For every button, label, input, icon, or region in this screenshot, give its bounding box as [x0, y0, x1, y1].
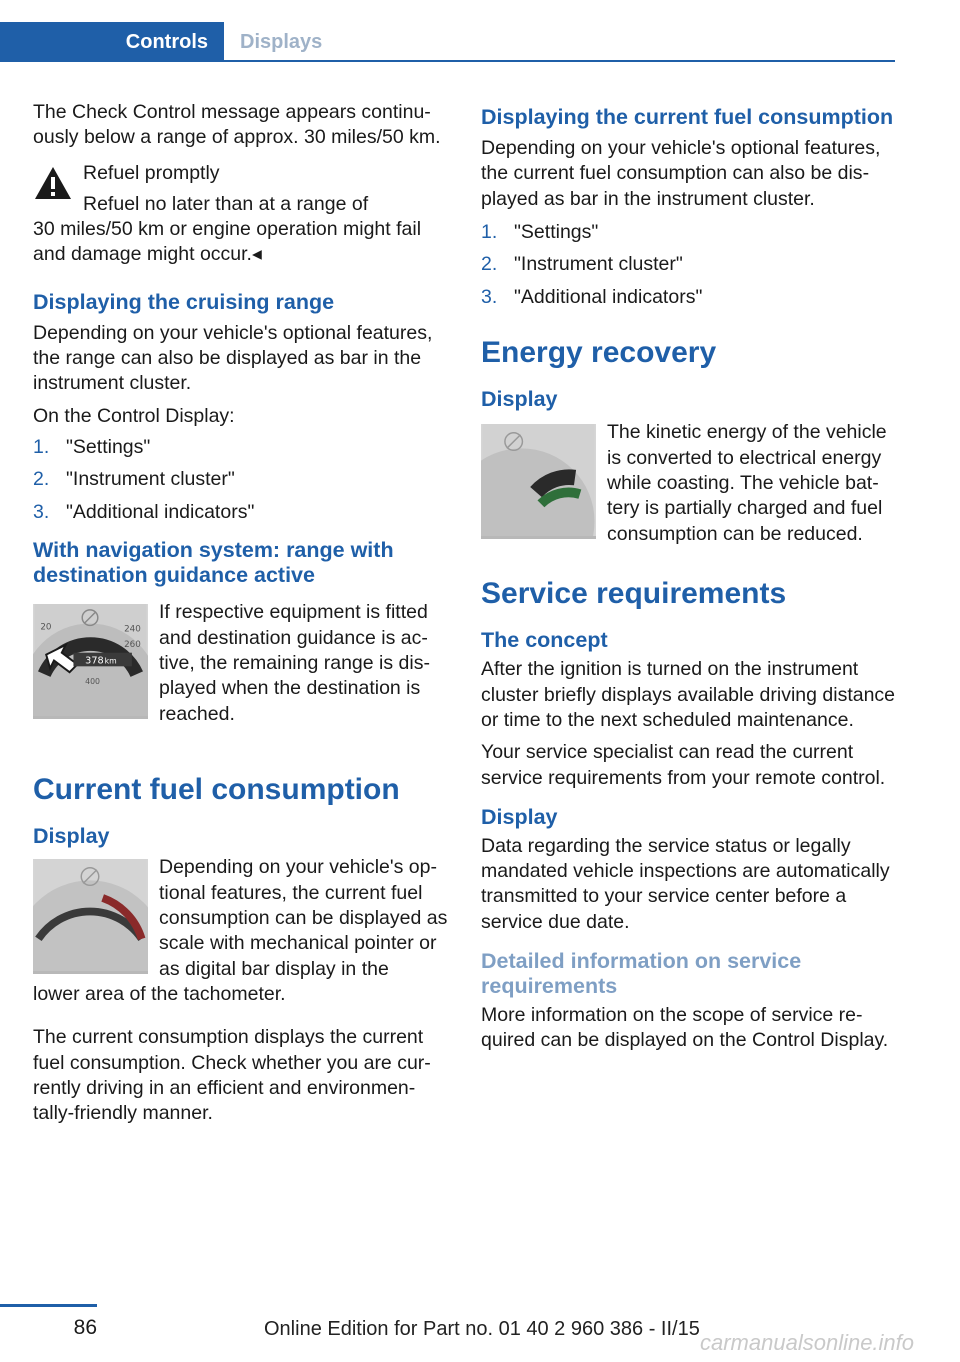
watermark: carmanualsonline.info — [700, 1330, 915, 1355]
navigation-body: If respective equipment is fitted and destination guidance is active, the remaining range is displayed when the destination is reached. — [159, 601, 430, 725]
list-item: 1. "Settings" — [481, 220, 599, 243]
cruising-steps — [33, 431, 448, 529]
heading-current-fuel-consumption: Current fuel consumption — [33, 773, 400, 807]
list-item: 2. "Instrument cluster" — [481, 253, 683, 276]
gauge-image — [33, 604, 148, 716]
fuel-gauge-figure — [33, 859, 148, 974]
footer-rule — [0, 1304, 97, 1307]
fuel-body-continuation: lower area of the tachometer. — [33, 982, 286, 1005]
list-item: 3. "Additional indicators" — [33, 500, 255, 523]
cruising-body: Depending on your vehicle's optional features, the range can also be displayed as bar in the instrument cluster. — [33, 321, 433, 395]
range-gauge-figure — [33, 604, 148, 719]
warning-title: Refuel promptly — [83, 161, 220, 184]
warning-continuation: 30 miles/50 km or engine operation might fail and damage might occur.◂ — [33, 218, 422, 266]
warning-triangle-icon — [33, 165, 73, 201]
heading-current-consumption-display: Displaying the current fuel consumption — [481, 105, 894, 129]
heading-service-display: Display — [481, 804, 558, 829]
heading-service-requirements: Service requirements — [481, 577, 787, 611]
svg-text:400: 400 — [85, 677, 101, 687]
warning-block — [33, 161, 448, 268]
fuel-figure-row — [33, 855, 448, 981]
energy-gauge-figure — [481, 424, 596, 539]
tab-controls[interactable]: Controls — [0, 22, 224, 62]
heading-energy-recovery: Energy recovery — [481, 336, 717, 370]
list-item: 3. "Additional indicators" — [481, 285, 703, 308]
svg-text:260: 260 — [124, 640, 141, 651]
tab-displays[interactable]: Displays — [240, 30, 323, 53]
heading-fuel-display: Display — [33, 824, 110, 849]
svg-text:km: km — [104, 656, 117, 666]
heading-cruising-range: Displaying the cruising range — [33, 289, 335, 314]
intro-paragraph: The Check Control message appears continuously below a range of approx. 30 miles/50 km. — [33, 101, 441, 149]
detail-body: More information on the scope of service required can be displayed on the Control Display. — [481, 1004, 889, 1052]
page-header — [0, 0, 895, 62]
control-display-label: On the Control Display: — [33, 404, 235, 427]
list-item: 2. "Instrument cluster" — [33, 468, 235, 491]
navigation-figure-row — [33, 600, 448, 750]
heading-the-concept: The concept — [481, 628, 608, 653]
svg-text:20: 20 — [40, 622, 52, 633]
heading-navigation-range: With navigation system: range with destination guidance active — [33, 538, 394, 588]
right-column — [481, 105, 896, 1061]
concept-body-1: After the ignition is turned on the instrument cluster briefly displays available driving distance or time to the next scheduled maintenance. — [481, 658, 896, 731]
energy-figure-row — [481, 420, 896, 570]
energy-body: The kinetic energy of the vehicle is converted to electrical energy while coasting. The vehicle battery is partially charged and fuel consumption can be reduced. — [607, 421, 887, 545]
fuel-body-2: The current consumption displays the current fuel consumption. Check whether you are currently driving in an efficient and environmentally-friendly manner. — [33, 1026, 431, 1125]
page-number: 86 — [73, 1316, 97, 1339]
gauge-image — [33, 859, 148, 971]
fuel-body-with-figure: Depending on your vehicle's optional features, the current fuel consumption can be displayed as scale with mechanical pointer or as digital bar display in the — [159, 856, 448, 980]
gauge-image — [481, 424, 596, 536]
concept-body-2: Your service specialist can read the current service requirements from your remote control. — [481, 741, 886, 789]
current-consumption-body: Depending on your vehicle's optional features, the current fuel consumption can also be displayed as bar in the instrument cluster. — [481, 137, 881, 210]
left-column — [33, 100, 448, 1133]
service-display-body: Data regarding the service status or legally mandated vehicle inspections are automatically transmitted to your service center before a service due date. — [481, 834, 890, 933]
current-consumption-steps — [481, 216, 896, 314]
heading-detailed-information: Detailed information on service requirements — [481, 949, 802, 999]
svg-text:378: 378 — [85, 655, 104, 667]
heading-energy-display: Display — [481, 387, 558, 412]
warning-line: Refuel no later than at a range of — [83, 192, 369, 215]
list-item: 1. "Settings" — [33, 435, 151, 458]
edition-text: Online Edition for Part no. 01 40 2 960 386 - II/15 — [264, 1318, 700, 1340]
svg-text:240: 240 — [124, 624, 141, 635]
